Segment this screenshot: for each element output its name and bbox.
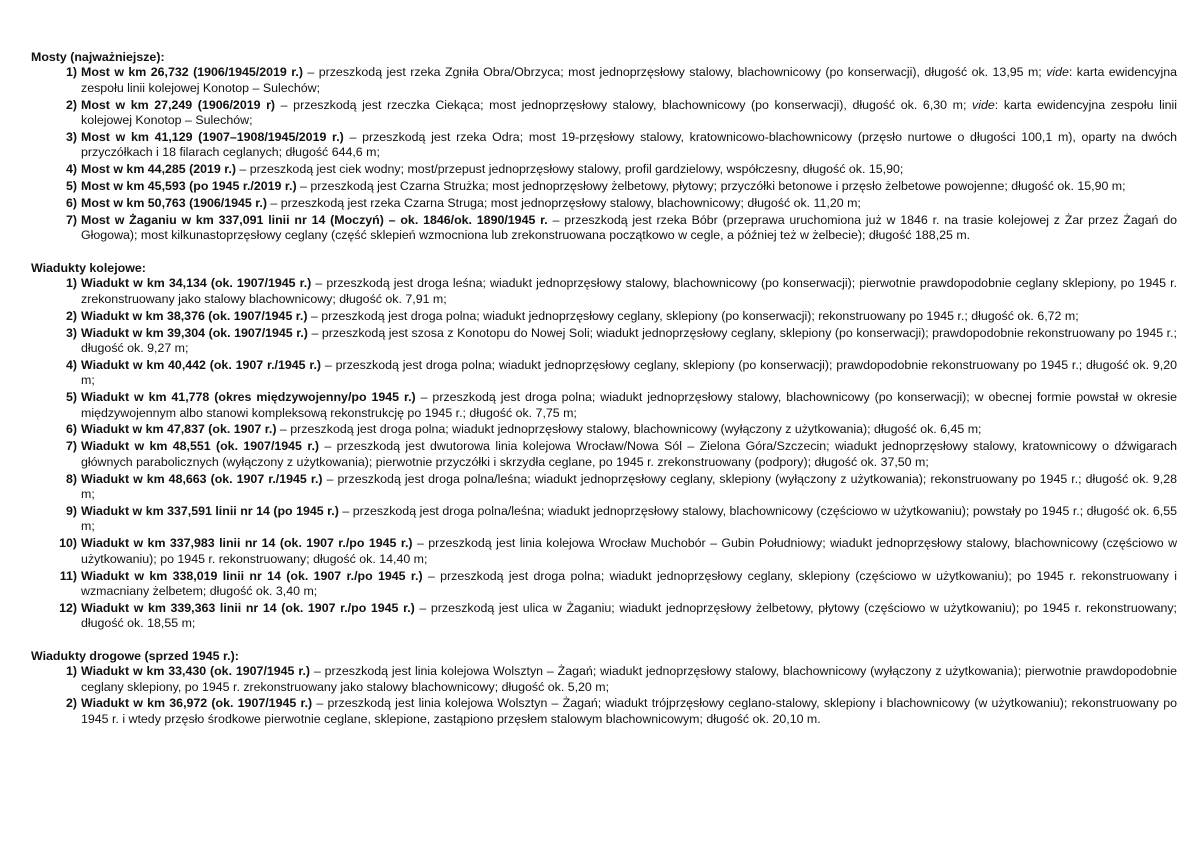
- list-item: [31, 326, 1177, 357]
- item-heading: Most w km 44,285 (2019 r.): [81, 162, 236, 177]
- list-item: [31, 439, 1177, 470]
- item-text: – przeszkodą jest rzeka Czarna Struga; most jednoprzęsłowy stalowy, blachownicowy; długość ok. 11,20 m;: [266, 196, 861, 211]
- item-text: – przeszkodą jest droga polna; wiadukt jednoprzęsłowy ceglany, sklepiony (po konserwacji); prawdopodobnie rekonstruowany po 1945 r.; długość ok. 9,20 m;: [81, 357, 1177, 388]
- item-heading: Wiadukt w km 48,663 (ok. 1907 r./1945 r.): [81, 471, 323, 486]
- item-heading: Wiadukt w km 33,430 (ok. 1907/1945 r.): [81, 664, 311, 679]
- item-number: 6): [65, 422, 77, 437]
- item-heading: Wiadukt w km 337,591 linii nr 14 (po 1945 r.): [81, 503, 339, 518]
- item-number: 2): [65, 97, 77, 112]
- item-text: – przeszkodą jest dwutorowa linia kolejowa Wrocław/Nowa Sól – Zielona Góra/Szczecin; wiadukt jednoprzęsłowy stalowy, kratownicowy o dźwigarach głównych parabolicznych (wyłączony z użytkowania); pierwotnie przyczółki i skrzydła ceglane, po 1945 r. zrekonstruowany (podpory); długość ok. 37,50 m;: [81, 439, 1178, 469]
- list-wiadukty-kolejowe: [31, 276, 1177, 631]
- item-text: – przeszkodą jest droga polna/leśna; wiadukt jednoprzęsłowy stalowy, blachownicowy (częściowo w użytkowaniu); powstały po 1945 r.; długość ok. 6,55 m;: [81, 503, 1177, 534]
- item-text: – przeszkodą jest linia kolejowa Wolsztyn – Żagań; wiadukt jednoprzęsłowy stalowy, blachownicowy (wyłączony z użytkowania); pierwotnie prawdopodobnie ceglany sklepiony, po 1945 r. zrekonstruowany jako stalowy blachownicowy; długość ok. 5,20 m;: [81, 664, 1177, 694]
- section-title-wiadukty-kolejowe: Wiadukty kolejowe:: [31, 260, 146, 275]
- item-heading: Most w km 50,763 (1906/1945 r.): [81, 196, 267, 211]
- item-heading: Wiadukt w km 39,304 (ok. 1907/1945 r.): [81, 325, 308, 340]
- list-mosty: [31, 65, 1177, 243]
- item-heading: Wiadukt w km 338,019 linii nr 14 (ok. 1907 r./po 1945 r.): [81, 568, 423, 583]
- item-vide: vide: [1046, 65, 1069, 80]
- item-text: – przeszkodą jest droga polna; wiadukt jednoprzęsłowy stalowy, blachownicowy (po konserwacji); w obecnej formie powstał w okresie międzywojennym albo stanowi kompleksową rekonstrukcję po 1945 r.; długość ok. 7,75 m;: [81, 390, 1178, 420]
- list-item: [31, 422, 1177, 437]
- item-text: – przeszkodą jest droga polna; wiadukt jednoprzęsłowy ceglany, sklepiony (częściowo w użytkowaniu); po 1945 r. rekonstruowany i wzmacniany żelbetem; długość ok. 3,40 m;: [81, 568, 1177, 598]
- item-text: – przeszkodą jest linia kolejowa Wrocław Muchobór – Gubin Południowy; wiadukt jednoprzęsłowy stalowy, blachownicowy (częściowo w użytkowaniu); po 1945 r. rekonstruowany; długość ok. 14,40 m;: [81, 536, 1178, 566]
- list-item: [31, 179, 1177, 194]
- item-number: 4): [65, 162, 77, 177]
- item-text-tail: : karta ewidencyjna zespołu linii kolejowej Konotop – Sulechów;: [81, 65, 1177, 95]
- item-text: – przeszkodą jest droga polna; wiadukt jednoprzęsłowy ceglany, sklepiony (po konserwacji); rekonstruowany po 1945 r.; długość ok. 6,72 m;: [307, 308, 1079, 323]
- item-number: 8): [65, 471, 77, 486]
- item-heading: Most w km 26,732 (1906/1945/2019 r.): [81, 65, 303, 80]
- list-item: [31, 162, 1177, 177]
- list-item: [31, 472, 1177, 503]
- item-heading: Most w km 45,593 (po 1945 r./2019 r.): [81, 179, 297, 194]
- item-number: 12): [59, 600, 77, 615]
- item-text: – przeszkodą jest ulica w Żaganiu; wiadukt jednoprzęsłowy żelbetowy, płytowy (częściowo w użytkowaniu); po 1945 r. rekonstruowany; długość ok. 18,55 m;: [81, 600, 1178, 631]
- item-heading: Most w Żaganiu w km 337,091 linii nr 14 (Moczyń) – ok. 1846/ok. 1890/1945 r.: [81, 213, 548, 228]
- item-text-tail: : karta ewidencyjna zespołu linii kolejowej Konotop – Sulechów;: [81, 97, 1178, 128]
- item-number: 11): [59, 568, 77, 583]
- list-item: [31, 98, 1177, 129]
- item-heading: Wiadukt w km 36,972 (ok. 1907/1945 r.): [81, 696, 313, 711]
- item-text: – przeszkodą jest linia kolejowa Wolsztyn – Żagań; wiadukt trójprzęsłowy ceglano-stalowy, sklepiony i blachownicowy (w użytkowaniu); rekonstruowany po 1945 r. i wtedy przęsło środkowe pierwotnie ceglane, sklepione, zastąpiono przęsłem stalowym blachownicowym; długość ok. 20,10 m.: [81, 696, 1177, 726]
- list-item: [31, 536, 1177, 567]
- item-number: 2): [65, 308, 77, 323]
- list-item: [31, 276, 1177, 307]
- item-number: 5): [65, 179, 77, 194]
- item-heading: Wiadukt w km 339,363 linii nr 14 (ok. 1907 r./po 1945 r.): [81, 600, 415, 615]
- item-heading: Wiadukt w km 34,134 (ok. 1907/1945 r.): [81, 276, 312, 291]
- item-text: – przeszkodą jest rzeka Odra; most 19-przęsłowy stalowy, kratownicowo-blachownicowy (przęsło nurtowe o długości 100,1 m), oparty na dwóch przyczółkach i 18 filarach ceglanych; długość 644,6 m;: [81, 130, 1177, 160]
- section-title-wiadukty-drogowe: Wiadukty drogowe (sprzed 1945 r.):: [31, 648, 239, 663]
- item-text: – przeszkodą jest droga leśna; wiadukt jednoprzęsłowy stalowy, blachownicowy (po konserwacji); pierwotnie prawdopodobnie ceglany sklepiony, po 1945 r. zrekonstruowany jako stalowy blachownicowy; długość ok. 7,91 m;: [81, 276, 1177, 306]
- item-vide: vide: [972, 97, 995, 112]
- item-number: 5): [65, 390, 77, 405]
- list-item: [31, 696, 1177, 727]
- item-number: 9): [65, 503, 77, 518]
- item-heading: Wiadukt w km 48,551 (ok. 1907/1945 r.): [81, 439, 320, 454]
- item-text: – przeszkodą jest rzeczka Ciekąca; most jednoprzęsłowy stalowy, blachownicowy (po konserwacji), długość ok. 6,30 m;: [275, 97, 973, 112]
- item-heading: Wiadukt w km 40,442 (ok. 1907 r./1945 r.): [81, 357, 322, 372]
- item-text: – przeszkodą jest szosa z Konotopu do Nowej Soli; wiadukt jednoprzęsłowy ceglany, sklepiony (po konserwacji); prawdopodobnie rekonstruowany po 1945 r.; długość ok. 9,27 m;: [81, 325, 1177, 355]
- list-item: [31, 130, 1177, 161]
- list-item: [31, 504, 1177, 535]
- list-wiadukty-drogowe: [31, 664, 1177, 727]
- item-number: 2): [65, 696, 77, 711]
- item-number: 3): [65, 325, 77, 340]
- item-heading: Wiadukt w km 41,778 (okres międzywojenny/po 1945 r.): [81, 390, 416, 405]
- item-heading: Wiadukt w km 47,837 (ok. 1907 r.): [81, 422, 277, 437]
- list-item: [31, 213, 1177, 244]
- item-text: – przeszkodą jest Czarna Strużka; most jednoprzęsłowy żelbetowy, płytowy; przyczółki betonowe i przęsło żelbetowe powojenne; długość ok. 15,90 m;: [296, 179, 1126, 194]
- list-item: [31, 601, 1177, 632]
- item-number: 1): [65, 276, 77, 291]
- item-text: – przeszkodą jest rzeka Zgniła Obra/Obrzyca; most jednoprzęsłowy stalowy, blachownicowy (po konserwacji), długość ok. 13,95 m;: [302, 65, 1047, 80]
- item-heading: Most w km 41,129 (1907–1908/1945/2019 r.): [81, 130, 344, 145]
- list-item: [31, 569, 1177, 600]
- section-title-mosty: Mosty (najważniejsze):: [31, 50, 165, 64]
- list-item: [31, 309, 1177, 324]
- item-number: 4): [65, 357, 77, 372]
- item-number: 7): [65, 439, 77, 454]
- item-text: – przeszkodą jest ciek wodny; most/przepust jednoprzęsłowy stalowy, profil gardzielowy, współczesny, długość ok. 15,90;: [235, 162, 904, 177]
- item-number: 3): [65, 130, 77, 145]
- item-text: – przeszkodą jest rzeka Bóbr (przeprawa uruchomiona już w 1846 r. na trasie kolejowej z Żar przez Żagań do Głogowa); most kilkunastoprzęsłowy ceglany (część sklepień wzmocniona lub zrekonstruowana początkowo w cegle, a później też w żelbecie); długość 188,25 m.: [81, 213, 1177, 243]
- item-number: 6): [65, 196, 77, 211]
- item-text: – przeszkodą jest droga polna; wiadukt jednoprzęsłowy stalowy, blachownicowy (wyłączony z użytkowania); długość ok. 6,45 m;: [276, 422, 982, 437]
- list-item: [31, 65, 1177, 96]
- item-number: 7): [65, 213, 77, 228]
- item-heading: Wiadukt w km 337,983 linii nr 14 (ok. 1907 r./po 1945 r.): [81, 536, 413, 551]
- item-heading: Wiadukt w km 38,376 (ok. 1907/1945 r.): [81, 308, 308, 323]
- item-number: 1): [65, 664, 77, 679]
- list-item: [31, 390, 1177, 421]
- list-item: [31, 196, 1177, 211]
- item-number: 1): [65, 65, 77, 80]
- item-number: 10): [59, 536, 77, 551]
- list-item: [31, 664, 1177, 695]
- list-item: [31, 358, 1177, 389]
- item-text: – przeszkodą jest droga polna/leśna; wiadukt jednoprzęsłowy ceglany, sklepiony (wyłączony z użytkowania); rekonstruowany po 1945 r.; długość ok. 9,28 m;: [81, 471, 1177, 502]
- item-heading: Most w km 27,249 (1906/2019 r): [81, 97, 276, 112]
